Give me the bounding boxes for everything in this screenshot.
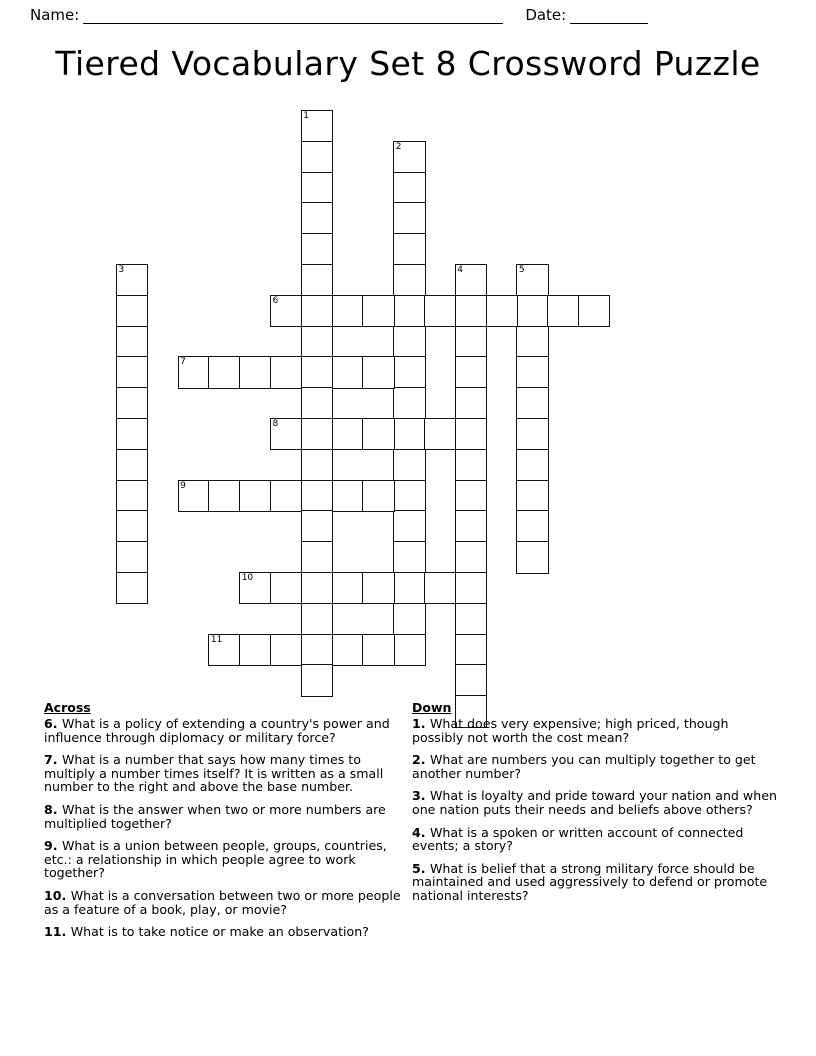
grid-cell[interactable]: [393, 418, 425, 450]
grid-cell[interactable]: [455, 418, 487, 450]
grid-cell-numbered[interactable]: [178, 480, 210, 512]
grid-cell[interactable]: [116, 387, 148, 419]
grid-cell[interactable]: [486, 295, 518, 327]
grid-cell-number: 8: [272, 419, 279, 429]
across-heading: Across: [44, 700, 91, 715]
grid-cell[interactable]: [332, 480, 364, 512]
grid-cell-number: 5: [518, 265, 525, 275]
grid-cell[interactable]: [116, 510, 148, 542]
grid-cell[interactable]: [516, 295, 548, 327]
grid-cell[interactable]: [270, 480, 302, 512]
grid-cell[interactable]: [301, 233, 333, 265]
grid-cell[interactable]: [362, 634, 394, 666]
down-heading: Down: [412, 700, 452, 715]
grid-cell[interactable]: [362, 356, 394, 388]
grid-cell[interactable]: [393, 233, 425, 265]
clue-text: What is loyalty and pride toward your nation and when one nation puts their needs and beliefs above others?: [412, 788, 777, 817]
across-clue-11: [44, 925, 412, 939]
grid-cell[interactable]: [393, 326, 425, 358]
grid-cell[interactable]: [332, 572, 364, 604]
grid-cell[interactable]: [393, 510, 425, 542]
grid-cell[interactable]: [455, 387, 487, 419]
grid-cell[interactable]: [301, 356, 333, 388]
clue-number: 2.: [412, 752, 430, 768]
grid-cell[interactable]: [362, 418, 394, 450]
clue-text: What are numbers you can multiply together to get another number?: [412, 752, 756, 781]
grid-cell[interactable]: [393, 541, 425, 573]
grid-cell[interactable]: [393, 634, 425, 666]
grid-cell[interactable]: [516, 510, 548, 542]
grid-cell[interactable]: [393, 356, 425, 388]
grid-cell[interactable]: [301, 172, 333, 204]
grid-cell[interactable]: [301, 295, 333, 327]
clue-text: What is a union between people, groups, countries, etc.: a relationship in which people agree to work together?: [44, 838, 387, 881]
down-clue-2: [412, 753, 780, 780]
across-clue-10: [44, 889, 412, 916]
clue-text: What is to take notice or make an observation?: [70, 924, 369, 940]
clue-text: What does very expensive; high priced, though possibly not worth the cost mean?: [412, 716, 729, 745]
clue-number: 4.: [412, 824, 430, 840]
grid-cell[interactable]: [424, 572, 456, 604]
clue-number: 1.: [412, 716, 430, 731]
grid-cell[interactable]: [393, 603, 425, 635]
grid-cell[interactable]: [301, 634, 333, 666]
grid-cell[interactable]: [301, 387, 333, 419]
grid-cell[interactable]: [301, 264, 333, 296]
clue-number: 9.: [44, 838, 62, 854]
grid-cell[interactable]: [516, 418, 548, 450]
grid-cell-numbered[interactable]: [116, 264, 148, 296]
grid-cell[interactable]: [208, 356, 240, 388]
clue-number: 6.: [44, 716, 62, 731]
grid-cell[interactable]: [270, 572, 302, 604]
clue-text: What is belief that a strong military force should be maintained and used aggressively to defend or promote national interests?: [412, 860, 768, 903]
grid-cell[interactable]: [362, 295, 394, 327]
grid-cell-number: 3: [118, 265, 125, 275]
grid-cell-number: 1: [303, 111, 310, 121]
grid-cell[interactable]: [455, 480, 487, 512]
clue-number: 10.: [44, 887, 71, 903]
grid-cell[interactable]: [270, 634, 302, 666]
grid-cell[interactable]: [239, 356, 271, 388]
grid-cell[interactable]: [393, 572, 425, 604]
grid-cell[interactable]: [208, 480, 240, 512]
clue-number: 8.: [44, 801, 62, 817]
clue-number: 5.: [412, 860, 430, 876]
grid-cell[interactable]: [270, 356, 302, 388]
grid-cell[interactable]: [393, 264, 425, 296]
grid-cell[interactable]: [116, 418, 148, 450]
grid-cell-number: 7: [180, 357, 186, 368]
grid-cell-number: 9: [180, 480, 186, 491]
grid-cell[interactable]: [455, 510, 487, 542]
grid-cell-number: 4: [457, 265, 464, 275]
grid-cell[interactable]: [516, 326, 548, 358]
clues-section: [0, 700, 816, 980]
grid-cell[interactable]: [116, 541, 148, 573]
grid-cell[interactable]: [301, 541, 333, 573]
grid-cell[interactable]: [424, 418, 456, 450]
grid-cell[interactable]: [455, 664, 487, 696]
grid-cell-number: 10: [241, 573, 254, 583]
clue-text: What is the answer when two or more numbers are multiplied together?: [44, 801, 386, 831]
across-clue-9: [44, 839, 412, 880]
date-label: Date:: [525, 6, 567, 24]
across-clue-6: [44, 717, 412, 744]
grid-cell[interactable]: [301, 141, 333, 173]
grid-cell[interactable]: [516, 480, 548, 512]
grid-cell-numbered[interactable]: [455, 264, 487, 296]
grid-cell[interactable]: [516, 356, 548, 388]
grid-cell[interactable]: [455, 634, 487, 666]
grid-cell[interactable]: [516, 449, 548, 481]
grid-cell-number: 11: [210, 634, 223, 645]
grid-cell[interactable]: [116, 295, 148, 327]
grid-cell[interactable]: [301, 664, 333, 696]
across-clue-7: [44, 753, 412, 794]
grid-cell-numbered[interactable]: [239, 572, 271, 604]
grid-cell[interactable]: [516, 541, 548, 573]
grid-cell[interactable]: [301, 480, 333, 512]
grid-cell[interactable]: [455, 541, 487, 573]
grid-cell[interactable]: [455, 295, 487, 327]
clue-text: What is a conversation between two or more people as a feature of a book, play, or movie?: [44, 887, 401, 917]
grid-cell[interactable]: [362, 572, 394, 604]
grid-cell-number: 6: [272, 295, 279, 306]
clue-number: 7.: [44, 752, 62, 768]
grid-cell-numbered[interactable]: [178, 356, 210, 388]
grid-cell[interactable]: [332, 634, 364, 666]
grid-cell[interactable]: [116, 326, 148, 358]
down-clue-list: [412, 717, 780, 903]
grid-cell[interactable]: [116, 572, 148, 604]
clue-text: What is a number that says how many times to multiply a number times itself? It is written as a small number to the right and above the base number.: [44, 752, 384, 795]
grid-cell[interactable]: [455, 326, 487, 358]
grid-cell-numbered[interactable]: [270, 295, 302, 327]
clue-number: 3.: [412, 788, 430, 804]
grid-cell[interactable]: [362, 480, 394, 512]
grid-cell[interactable]: [332, 295, 364, 327]
grid-cell[interactable]: [301, 510, 333, 542]
clue-text: What is a policy of extending a country's power and influence through diplomacy or military force?: [44, 716, 390, 745]
grid-cell[interactable]: [116, 356, 148, 388]
page-title: Tiered Vocabulary Set 8 Crossword Puzzle: [55, 44, 761, 83]
grid-cell[interactable]: [301, 449, 333, 481]
down-clue-4: [412, 826, 780, 853]
grid-cell[interactable]: [455, 603, 487, 635]
grid-cell[interactable]: [393, 480, 425, 512]
clue-number: 11.: [44, 924, 71, 940]
grid-cell[interactable]: [332, 418, 364, 450]
grid-cell-numbered[interactable]: [301, 110, 333, 142]
grid-cell[interactable]: [332, 356, 364, 388]
grid-cell-numbered[interactable]: [393, 141, 425, 173]
grid-cell-numbered[interactable]: [208, 634, 240, 666]
grid-cell[interactable]: [424, 295, 456, 327]
down-clue-1: [412, 717, 780, 744]
across-clue-8: [44, 803, 412, 830]
grid-cell[interactable]: [578, 295, 610, 327]
grid-cell[interactable]: [455, 449, 487, 481]
grid-cell[interactable]: [116, 449, 148, 481]
grid-cell[interactable]: [455, 572, 487, 604]
grid-cell[interactable]: [301, 572, 333, 604]
grid-cell[interactable]: [393, 295, 425, 327]
grid-cell[interactable]: [116, 480, 148, 512]
across-clues-column: [44, 700, 412, 948]
grid-cell-number: 2: [395, 141, 402, 152]
clue-text: What is a spoken or written account of connected events; a story?: [412, 824, 744, 854]
grid-cell[interactable]: [301, 202, 333, 234]
grid-cell[interactable]: [393, 449, 425, 481]
grid-cell-numbered[interactable]: [516, 264, 548, 296]
down-clue-5: [412, 862, 780, 903]
grid-cell[interactable]: [301, 603, 333, 635]
across-clue-list: [44, 717, 412, 939]
grid-cell[interactable]: [301, 326, 333, 358]
grid-cell[interactable]: [393, 202, 425, 234]
grid-cell[interactable]: [239, 634, 271, 666]
grid-cell[interactable]: [239, 480, 271, 512]
grid-cell[interactable]: [301, 418, 333, 450]
grid-cell[interactable]: [547, 295, 579, 327]
grid-cell[interactable]: [455, 356, 487, 388]
grid-cell-numbered[interactable]: [270, 418, 302, 450]
name-label: Name:: [30, 6, 80, 24]
down-clue-3: [412, 789, 780, 816]
grid-cell[interactable]: [393, 387, 425, 419]
grid-cell[interactable]: [393, 172, 425, 204]
down-clues-column: [412, 700, 780, 912]
grid-cell[interactable]: [516, 387, 548, 419]
